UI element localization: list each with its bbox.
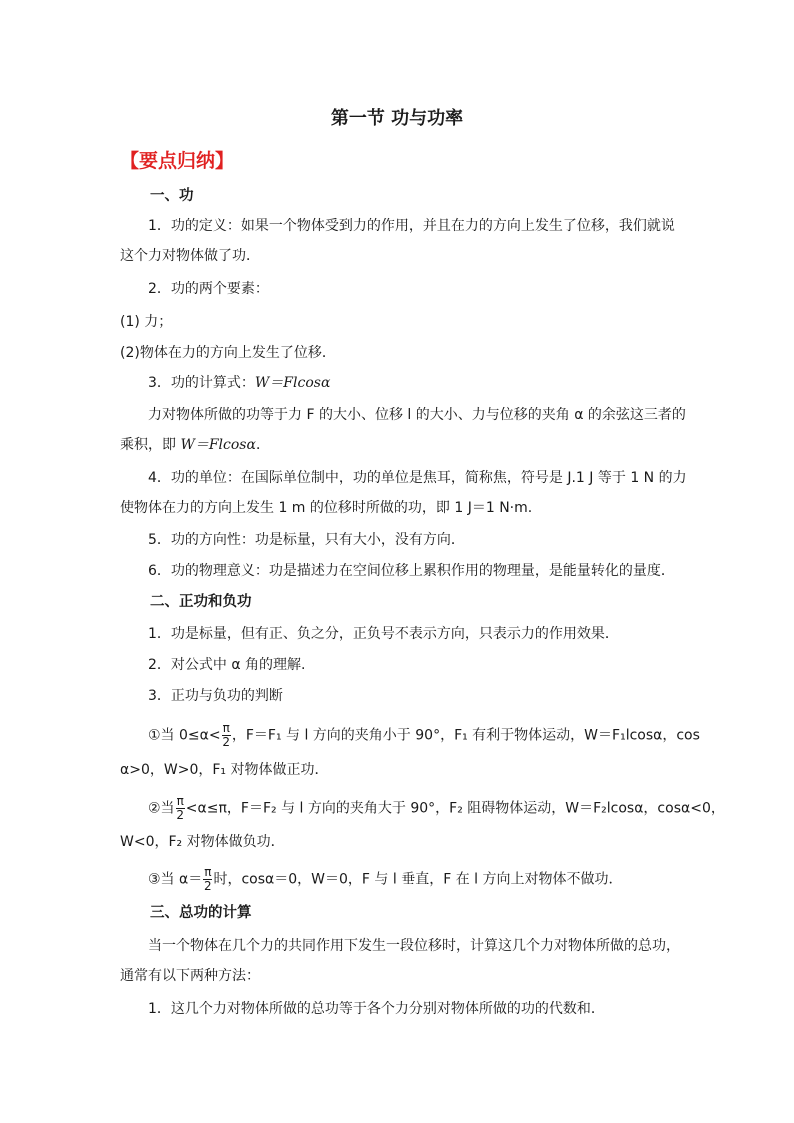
text-run: <α≤π，F＝F₂ 与 l 方向的夹角大于 90°，F₂ 阻碍物体运动，W＝F₂lcosα，cosα<0， xyxy=(185,800,725,817)
page-title: 第一节 功与功率 xyxy=(330,108,464,129)
section-heading-work: 一、功 xyxy=(150,188,194,204)
fraction-denominator: 2 xyxy=(204,879,212,893)
fraction xyxy=(203,866,212,893)
text-run: ①当 0≤α< xyxy=(148,727,221,744)
paragraph-line: 1．功是标量，但有正、负之分，正负号不表示方向，只表示力的作用效果． xyxy=(148,626,619,642)
fraction-numerator: π xyxy=(204,865,212,879)
fraction-denominator: 2 xyxy=(176,808,184,822)
text-run: 乘积，即 xyxy=(120,437,181,453)
paragraph-line: 2．功的两个要素： xyxy=(148,281,269,297)
section-banner: 【要点归纳】 xyxy=(120,150,235,172)
section-heading-total-work: 三、总功的计算 xyxy=(150,905,252,921)
text-run: 时，cosα＝0，W＝0，F 与 l 垂直，F 在 l 方向上对物体不做功． xyxy=(213,871,623,888)
text-run: ． xyxy=(255,437,270,453)
paragraph-line: 力对物体所做的功等于力 F 的大小、位移 l 的大小、力与位移的夹角 α 的余弦这三者的 xyxy=(148,407,686,423)
paragraph-line: 这个力对物体做了功． xyxy=(120,248,260,264)
paragraph-line: 6．功的物理意义：功是描述力在空间位移上累积作用的物理量，是能量转化的量度． xyxy=(148,563,675,579)
text-run: ③当 α＝ xyxy=(148,871,203,888)
case-line xyxy=(148,866,708,893)
case-line xyxy=(148,722,708,749)
paragraph-line: 3．正功与负功的判断 xyxy=(148,688,283,704)
fraction-denominator: 2 xyxy=(222,735,231,749)
paragraph-line: 1．功的定义：如果一个物体受到力的作用，并且在力的方向上发生了位移，我们就说 xyxy=(148,218,675,234)
fraction xyxy=(176,795,185,822)
fraction xyxy=(222,722,231,749)
paragraph-line: (1) 力； xyxy=(120,314,173,330)
case-line: W<0，F₂ 对物体做负功． xyxy=(120,834,285,850)
fraction-numerator: π xyxy=(222,721,230,735)
paragraph-line: 通常有以下两种方法： xyxy=(120,968,260,984)
work-formula: W＝Flcosα xyxy=(180,437,256,453)
case-line: α>0，W>0，F₁ 对物体做正功． xyxy=(120,762,329,778)
paragraph-line: 1．这几个力对物体所做的总功等于各个力分别对物体所做的功的代数和． xyxy=(148,1001,605,1017)
text-run: ②当 xyxy=(148,800,175,817)
section-heading-positive-negative: 二、正功和负功 xyxy=(150,594,252,610)
text-run: ，F＝F₁ 与 l 方向的夹角小于 90°，F₁ 有利于物体运动，W＝F₁lcosα，cos xyxy=(231,727,700,744)
work-formula: W＝Flcosα xyxy=(254,375,331,391)
paragraph-line: 4．功的单位：在国际单位制中，功的单位是焦耳，简称焦，符号是 J.1 J 等于 1 N 的力 xyxy=(148,470,687,486)
fraction-numerator: π xyxy=(176,794,184,808)
paragraph-line xyxy=(120,435,680,455)
paragraph-line xyxy=(148,373,708,393)
text-run: 3．功的计算式： xyxy=(148,375,255,391)
paragraph-line: 2．对公式中 α 角的理解. xyxy=(148,657,306,673)
paragraph-line: 当一个物体在几个力的共同作用下发生一段位移时，计算这几个力对物体所做的总功， xyxy=(148,938,680,954)
paragraph-line: 5．功的方向性：功是标量，只有大小，没有方向． xyxy=(148,532,465,548)
paragraph-line: 使物体在力的方向上发生 1 m 的位移时所做的功，即 1 J＝1 N·m. xyxy=(120,500,533,516)
paragraph-line: (2)物体在力的方向上发生了位移． xyxy=(120,345,336,361)
case-line xyxy=(148,794,725,822)
